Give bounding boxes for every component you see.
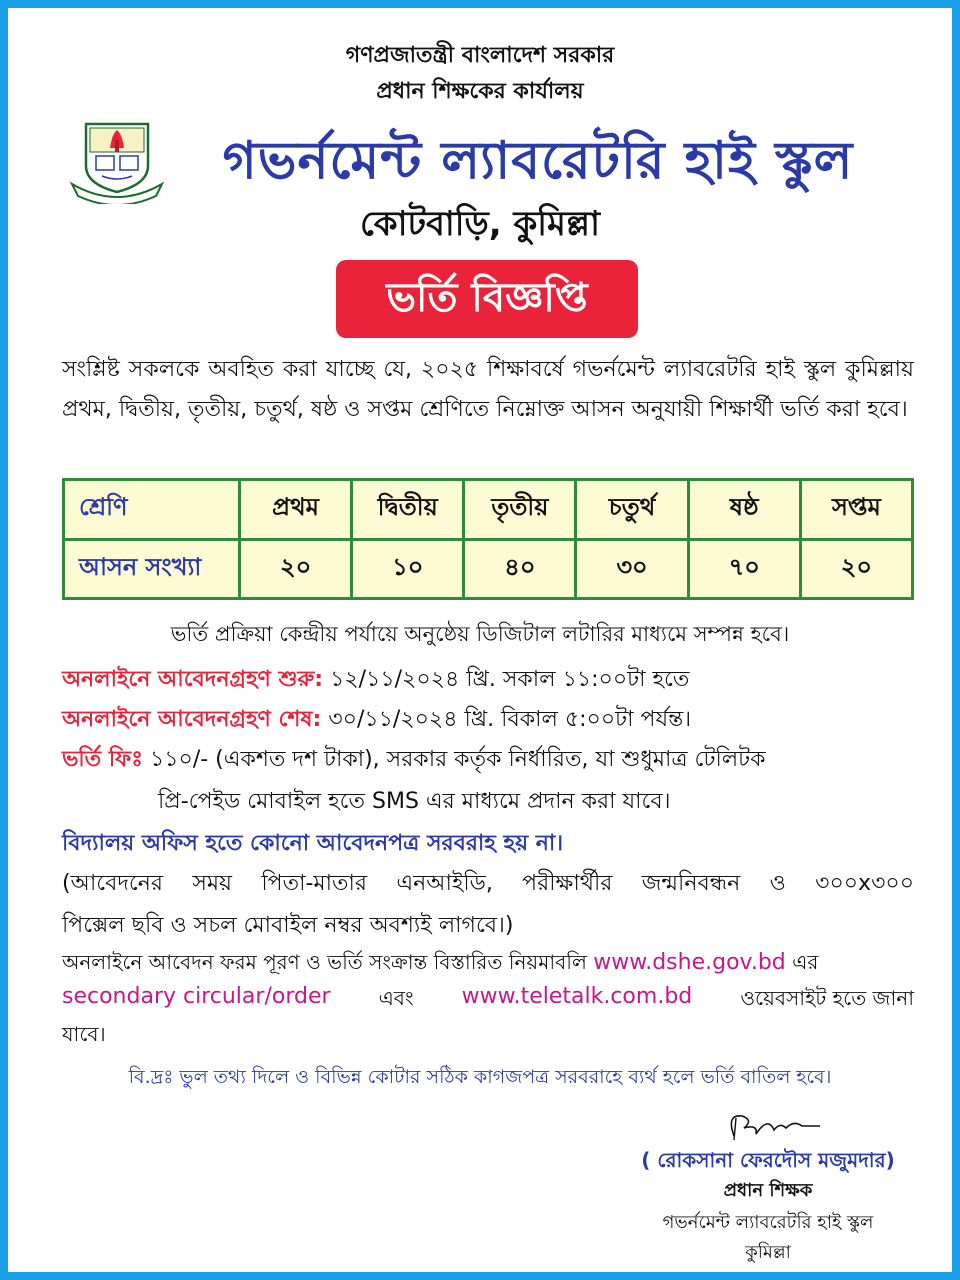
headmaster-name: ( রোকসানা ফেরদৌস মজুমদার) <box>641 1148 895 1172</box>
headmaster-role: প্রধান শিক্ষক <box>723 1180 813 1201</box>
online-text-3: এবং <box>378 986 414 1010</box>
notice-title-text: ভর্তি বিজ্ঞপ্তি <box>386 274 588 321</box>
apply-end-line <box>62 702 922 739</box>
class-row-header: শ্রেণি <box>64 480 240 540</box>
docs-line-1: (আবেদনের সময় পিতা-মাতার এনআইডি, পরীক্ষার্থীর জন্মনিবন্ধন ও ৩০০x৩০০ <box>62 871 914 896</box>
seat-cell: ৭০ <box>688 539 800 599</box>
no-form-note: বিদ্যালয় অফিস হতে কোনো আবেদনপত্র সরবরাহ হয় না। <box>62 831 564 856</box>
dshe-link[interactable]: www.dshe.gov.bd <box>593 950 786 975</box>
seat-row-header: আসন সংখ্যা <box>64 539 240 599</box>
seat-table <box>62 478 914 600</box>
class-row <box>64 480 913 540</box>
apply-start-label: অনলাইনে আবেদনগ্রহণ শুরু: <box>62 667 324 692</box>
circular-link[interactable]: secondary circular/order <box>62 984 331 1009</box>
class-cell: চতুর্থ <box>576 480 688 540</box>
sign-school-name: গভর্নমেন্ট ল্যাবরেটরি হাই স্কুল <box>662 1212 874 1233</box>
school-location: কোটবাড়ি, কুমিল্লা <box>360 204 600 244</box>
online-line-2 <box>62 984 914 1017</box>
class-cell: দ্বিতীয় <box>352 480 464 540</box>
online-text-2: এর <box>792 950 819 974</box>
seat-cell: ২০ <box>240 539 352 599</box>
class-cell: ষষ্ঠ <box>688 480 800 540</box>
intro-paragraph: সংশ্লিষ্ট সকলকে অবহিত করা যাচ্ছে যে, ২০২৫ শিক্ষাবর্ষে গভর্নমেন্ট ল্যাবরেটরি হাই স্কুল কুমিল্লায় প্রথম, দ্বিতীয়, তৃতীয়, চতুর্থ, ষষ্ঠ ও সপ্তম শ্রেণিতে নিম্নোক্ত আসন অনুযায়ী শিক্ষার্থী ভর্তি করা হবে। <box>62 357 914 422</box>
seat-cell: ৪০ <box>464 539 576 599</box>
online-line-1 <box>62 948 922 981</box>
class-cell: সপ্তম <box>800 480 912 540</box>
apply-end-value: ৩০/১১/২০২৪ খ্রি. বিকাল ৫:০০টা পর্যন্ত। <box>328 707 692 732</box>
govt-heading: গণপ্রজাতন্ত্রী বাংলাদেশ সরকার <box>345 43 615 68</box>
seat-row <box>64 539 913 599</box>
online-text-1: অনলাইনে আবেদন ফরম পূরণ ও ভর্তি সংক্রান্ত বিস্তারিত নিয়মাবলি <box>62 950 587 974</box>
seat-cell: ২০ <box>800 539 912 599</box>
fee-line <box>62 742 922 779</box>
teletalk-link[interactable]: www.teletalk.com.bd <box>461 984 693 1009</box>
online-text-5: যাবে। <box>62 1022 106 1046</box>
notice-title-badge <box>336 260 638 338</box>
docs-line-2: পিক্সেল ছবি ও সচল মোবাইল নম্বর অবশ্যই লাগবে।) <box>62 913 514 938</box>
school-logo-icon <box>66 118 168 204</box>
office-heading: প্রধান শিক্ষকের কার্যালয় <box>376 79 584 104</box>
apply-start-value: ১২/১১/২০২৪ খ্রি. সকাল ১১:০০টা হতে <box>330 667 690 692</box>
signature-mark <box>716 1106 826 1146</box>
school-name: গভর্নমেন্ট ল্যাবরেটরি হাই স্কুল <box>222 131 854 191</box>
apply-start-line <box>62 662 922 699</box>
fee-label: ভর্তি ফিঃ <box>62 747 143 772</box>
ps-note: বি.দ্রঃ ভুল তথ্য দিলে ও বিভিন্ন কোটার সঠিক কাগজপত্র সরবরাহে ব্যর্থ হলে ভর্তি বাতিল হবে। <box>128 1066 832 1088</box>
class-cell: প্রথম <box>240 480 352 540</box>
sign-city: কুমিল্লা <box>745 1242 791 1263</box>
fee-text-1: ১১০/- (একশত দশ টাকা), সরকার কর্তৃক নির্ধারিত, যা শুধুমাত্র টেলিটক <box>149 747 766 772</box>
fee-line-2: প্রি-পেইড মোবাইল হতে SMS এর মাধ্যমে প্রদান করা যাবে। <box>158 789 671 814</box>
class-cell: তৃতীয় <box>464 480 576 540</box>
seat-cell: ৩০ <box>576 539 688 599</box>
online-text-4: ওয়েবসাইট হতে জানা <box>740 986 914 1010</box>
lottery-note: ভর্তি প্রক্রিয়া কেন্দ্রীয় পর্যায়ে অনুষ্ঠেয় ডিজিটাল লটারির মাধ্যমে সম্পন্ন হবে। <box>170 622 790 646</box>
apply-end-label: অনলাইনে আবেদনগ্রহণ শেষ: <box>62 707 322 732</box>
seat-cell: ১০ <box>352 539 464 599</box>
